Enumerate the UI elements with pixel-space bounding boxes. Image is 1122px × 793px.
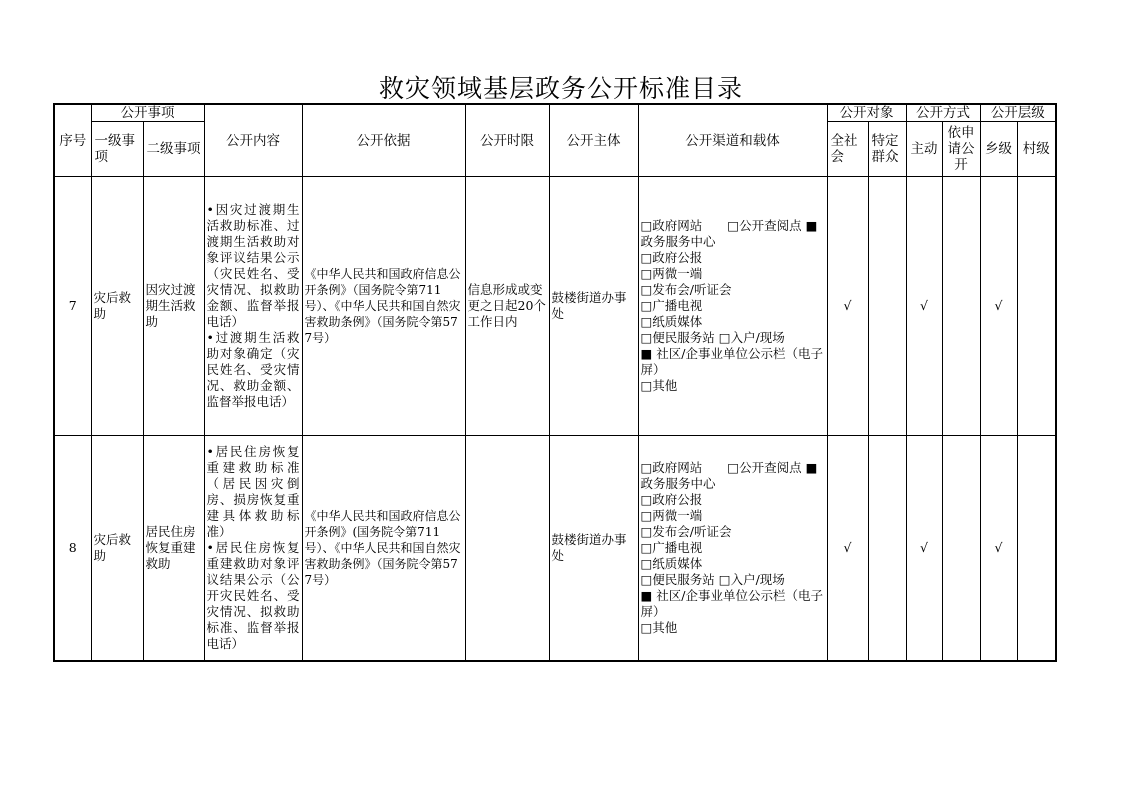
- row-content: [204, 177, 302, 436]
- channel-item: ■ 社区/企事业单位公示栏（电子屏）: [640, 587, 823, 619]
- row-time-limit: 信息形成或变更之日起20个工作日内: [465, 177, 549, 436]
- page-title: 救灾领域基层政务公开标准目录: [378, 74, 743, 103]
- channel-item: □便民服务站 □入户/现场: [640, 571, 785, 587]
- channel-item: □广播电视: [640, 539, 703, 555]
- content-item: •居民住房恢复重建救助标准（居民因灾倒房、损房恢复重建具体救助标准）: [206, 443, 300, 539]
- header-content: 公开内容: [204, 104, 302, 177]
- row-subject: 鼓楼街道办事处: [549, 436, 638, 661]
- channel-item: □便民服务站 □入户/现场: [640, 330, 785, 345]
- channel-item: □纸质媒体: [640, 314, 703, 329]
- row-level1: 灾后救助: [91, 177, 143, 436]
- row-on-request-check: [942, 177, 980, 436]
- header-group-object: 公开对象: [827, 104, 906, 122]
- channel-item: □广播电视: [640, 298, 703, 313]
- row-level2: 因灾过渡期生活救助: [143, 177, 204, 436]
- header-level1: 一级事项: [91, 122, 143, 177]
- row-township-check: √: [980, 177, 1017, 436]
- channel-item: ■ 社区/企事业单位公示栏（电子屏）: [640, 346, 823, 377]
- row-seq: 8: [54, 436, 91, 661]
- row-subject: 鼓楼街道办事处: [549, 177, 638, 436]
- row-active-check: √: [906, 177, 942, 436]
- row-time-limit: [465, 436, 549, 661]
- channel-item: □纸质媒体: [640, 555, 703, 571]
- header-group-items: 公开事项: [91, 104, 204, 122]
- header-time-limit: 公开时限: [465, 104, 549, 177]
- header-all-society: 全社会: [827, 122, 868, 177]
- header-village: 村级: [1017, 122, 1056, 177]
- row-content: [204, 436, 302, 661]
- channel-item: □政府公报: [640, 250, 703, 265]
- row-all-society-check: √: [827, 436, 868, 661]
- channel-item: □其他: [640, 619, 678, 635]
- channel-item: □发布会/听证会: [640, 523, 732, 539]
- content-item: •过渡期生活救助对象确定（灾民姓名、受灾情况、救助金额、监督举报电话）: [206, 330, 300, 409]
- channel-item: □其他: [640, 378, 678, 393]
- row-township-check: √: [980, 436, 1017, 661]
- row-active-check: √: [906, 436, 942, 661]
- channel-item: □政府公报: [640, 491, 703, 507]
- table-row: [54, 436, 1056, 661]
- channel-item: □两微一端: [640, 266, 703, 281]
- header-active: 主动: [906, 122, 942, 177]
- table-row: [54, 177, 1056, 436]
- header-group-level: 公开层级: [980, 104, 1056, 122]
- row-level2: 居民住房恢复重建救助: [143, 436, 204, 661]
- row-channels: [638, 436, 827, 661]
- row-specific-group-check: [868, 436, 906, 661]
- header-basis: 公开依据: [302, 104, 465, 177]
- row-channels: [638, 177, 827, 436]
- row-all-society-check: √: [827, 177, 868, 436]
- row-village-check: [1017, 177, 1056, 436]
- channel-item: □政府网站 □公开查阅点 ■政务服务中心: [640, 218, 818, 249]
- header-on-request: 依申请公开: [942, 122, 980, 177]
- header-channel: 公开渠道和载体: [638, 104, 827, 177]
- header-row-groups: [54, 104, 1056, 122]
- row-on-request-check: [942, 436, 980, 661]
- header-group-method: 公开方式: [906, 104, 980, 122]
- content-item: •因灾过渡期生活救助标准、过渡期生活救助对象评议结果公示（灾民姓名、受灾情况、拟救助金额、监督举报电话）: [206, 202, 300, 329]
- row-level1: 灾后救助: [91, 436, 143, 661]
- content-item: •居民住房恢复重建救助对象评议结果公示（公开灾民姓名、受灾情况、拟救助标准、监督举报电话）: [206, 539, 300, 651]
- channel-item: □政府网站 □公开查阅点 ■政务服务中心: [640, 459, 818, 491]
- row-basis: 《中华人民共和国政府信息公开条例》（国务院令第711号）、《中华人民共和国自然灾害救助条例》（国务院令第577号）: [302, 177, 465, 436]
- header-level2: 二级事项: [143, 122, 204, 177]
- header-subject: 公开主体: [549, 104, 638, 177]
- row-specific-group-check: [868, 177, 906, 436]
- catalog-table: [53, 103, 1057, 662]
- row-seq: 7: [54, 177, 91, 436]
- channel-item: □发布会/听证会: [640, 282, 732, 297]
- row-basis: 《中华人民共和国政府信息公开条例》(国务院令第711号）、《中华人民共和国自然灾害救助条例》（国务院令第577号）: [302, 436, 465, 661]
- header-specific-group: 特定群众: [868, 122, 906, 177]
- channel-item: □两微一端: [640, 507, 703, 523]
- row-village-check: [1017, 436, 1056, 661]
- header-township: 乡级: [980, 122, 1017, 177]
- header-seq: 序号: [54, 104, 91, 177]
